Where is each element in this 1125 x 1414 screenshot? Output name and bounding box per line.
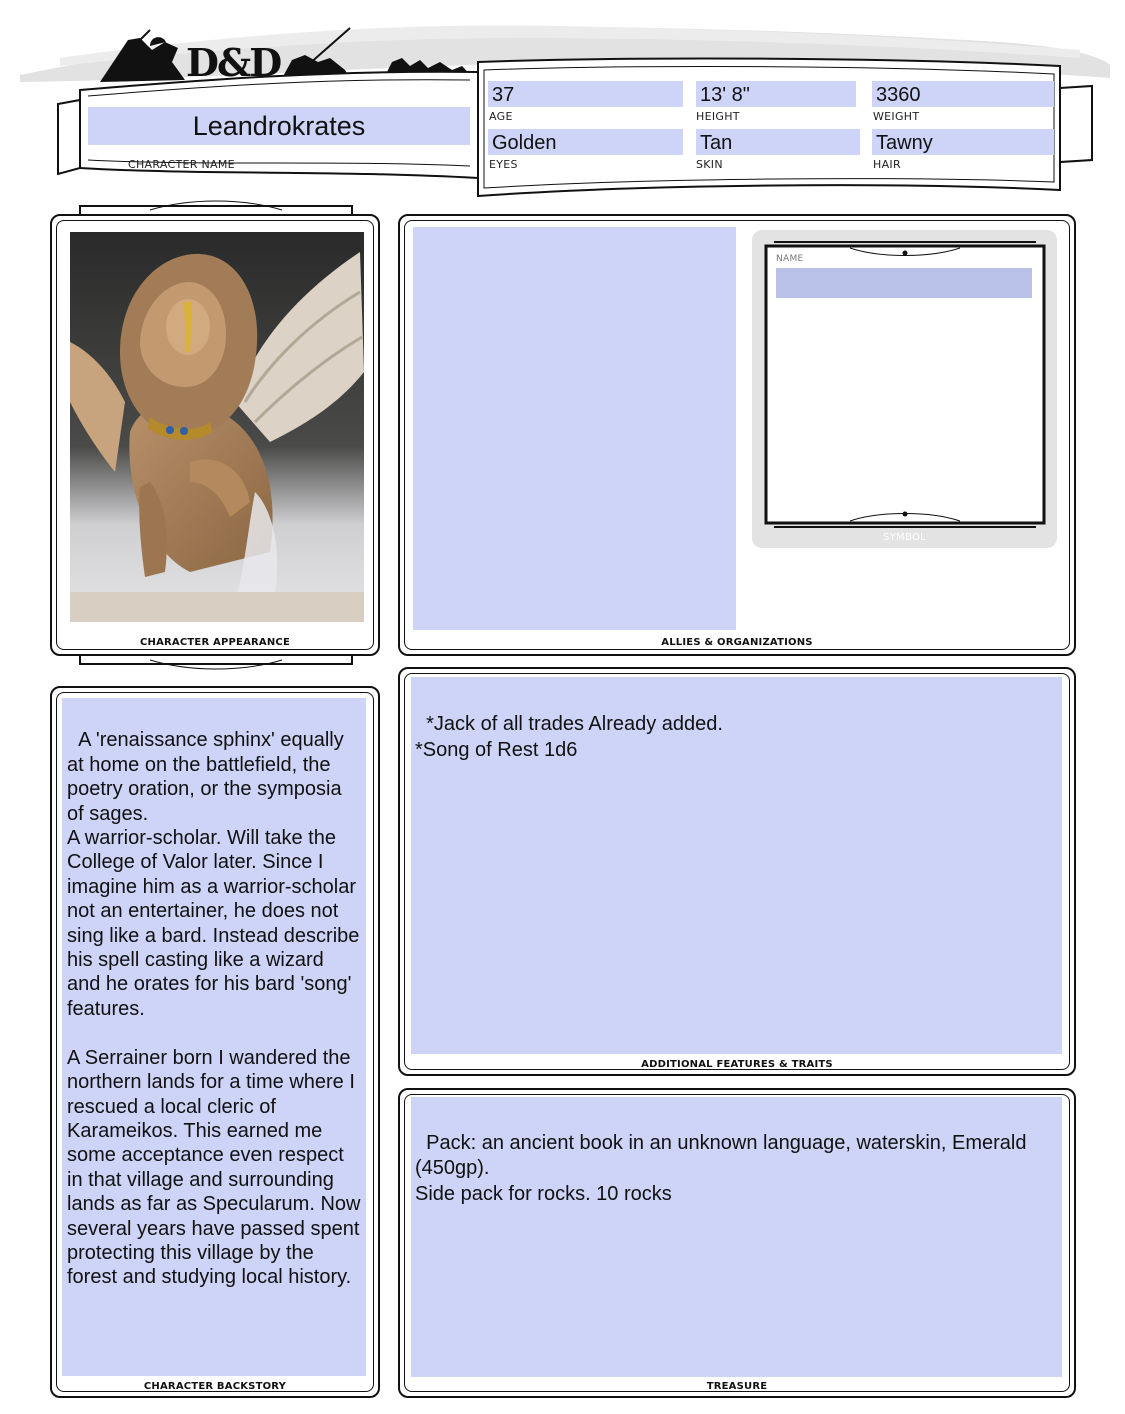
skin-label: SKIN — [696, 158, 723, 171]
backstory-text: A 'renaissance sphinx' equally at home on the battlefield, the poetry oration, or the symposia of sages. A warrior-scholar. Will take the College of Valor later. Since I imagine him as a warrior-scholar not an entertainer, he does not sing like a bard. Instead describe his spell casting like a wizard and he orates for his bard 'song' features. A Serrainer born I wandered the northern lands for a time where I rescued a local cleric of Karameikos. This earned me some acceptance even respect in that village and surrounding lands as far as Specularum. Now several years have passed spent protecting this village by the forest and studying local history. — [67, 729, 361, 1289]
features-label: ADDITIONAL FEATURES & TRAITS — [641, 1059, 833, 1070]
features-text: *Jack of all trades Already added. *Song of Rest 1d6 — [415, 713, 723, 761]
height-label: HEIGHT — [696, 110, 740, 123]
symbol-name-label: NAME — [776, 254, 804, 264]
eyes-label: EYES — [489, 158, 518, 171]
dnd-logo — [186, 40, 286, 84]
eyes-value: Golden — [492, 132, 557, 154]
character-name-label: CHARACTER NAME — [128, 158, 235, 171]
symbol-label: SYMBOL — [882, 532, 926, 543]
character-portrait-image[interactable] — [70, 232, 364, 622]
weight-value: 3360 — [876, 84, 921, 106]
height-field[interactable] — [696, 81, 856, 107]
weight-field[interactable] — [872, 81, 1054, 107]
hair-value: Tawny — [876, 132, 933, 154]
age-field[interactable] — [488, 81, 683, 107]
backstory-text-field[interactable] — [62, 698, 366, 1376]
age-label: AGE — [489, 110, 513, 123]
treasure-label: TREASURE — [706, 1381, 768, 1392]
age-value: 37 — [492, 84, 515, 106]
character-name-value: Leandrokrates — [192, 111, 366, 141]
character-name-field[interactable] — [88, 107, 470, 145]
weight-label: WEIGHT — [873, 110, 920, 123]
appearance-frame-ornament-bottom — [70, 652, 362, 672]
hair-field[interactable] — [872, 129, 1054, 155]
treasure-text: Pack: an ancient book in an unknown language, waterskin, Emerald (450gp). Side pack for rocks. 10 rocks — [415, 1131, 1027, 1205]
allies-text-field[interactable] — [413, 227, 736, 630]
skin-value: Tan — [700, 132, 733, 154]
skin-field[interactable] — [696, 129, 860, 155]
allies-label: ALLIES & ORGANIZATIONS — [661, 637, 813, 648]
dnd-logo-text: D&D — [186, 40, 281, 85]
height-value: 13' 8" — [700, 84, 750, 106]
eyes-field[interactable] — [488, 129, 683, 155]
treasure-text-field[interactable] — [411, 1097, 1062, 1377]
symbol-name-field[interactable] — [776, 268, 1032, 298]
hair-label: HAIR — [873, 158, 901, 171]
features-text-field[interactable] — [411, 677, 1062, 1054]
backstory-label: CHARACTER BACKSTORY — [143, 1381, 287, 1392]
appearance-label: CHARACTER APPEARANCE — [139, 637, 290, 648]
